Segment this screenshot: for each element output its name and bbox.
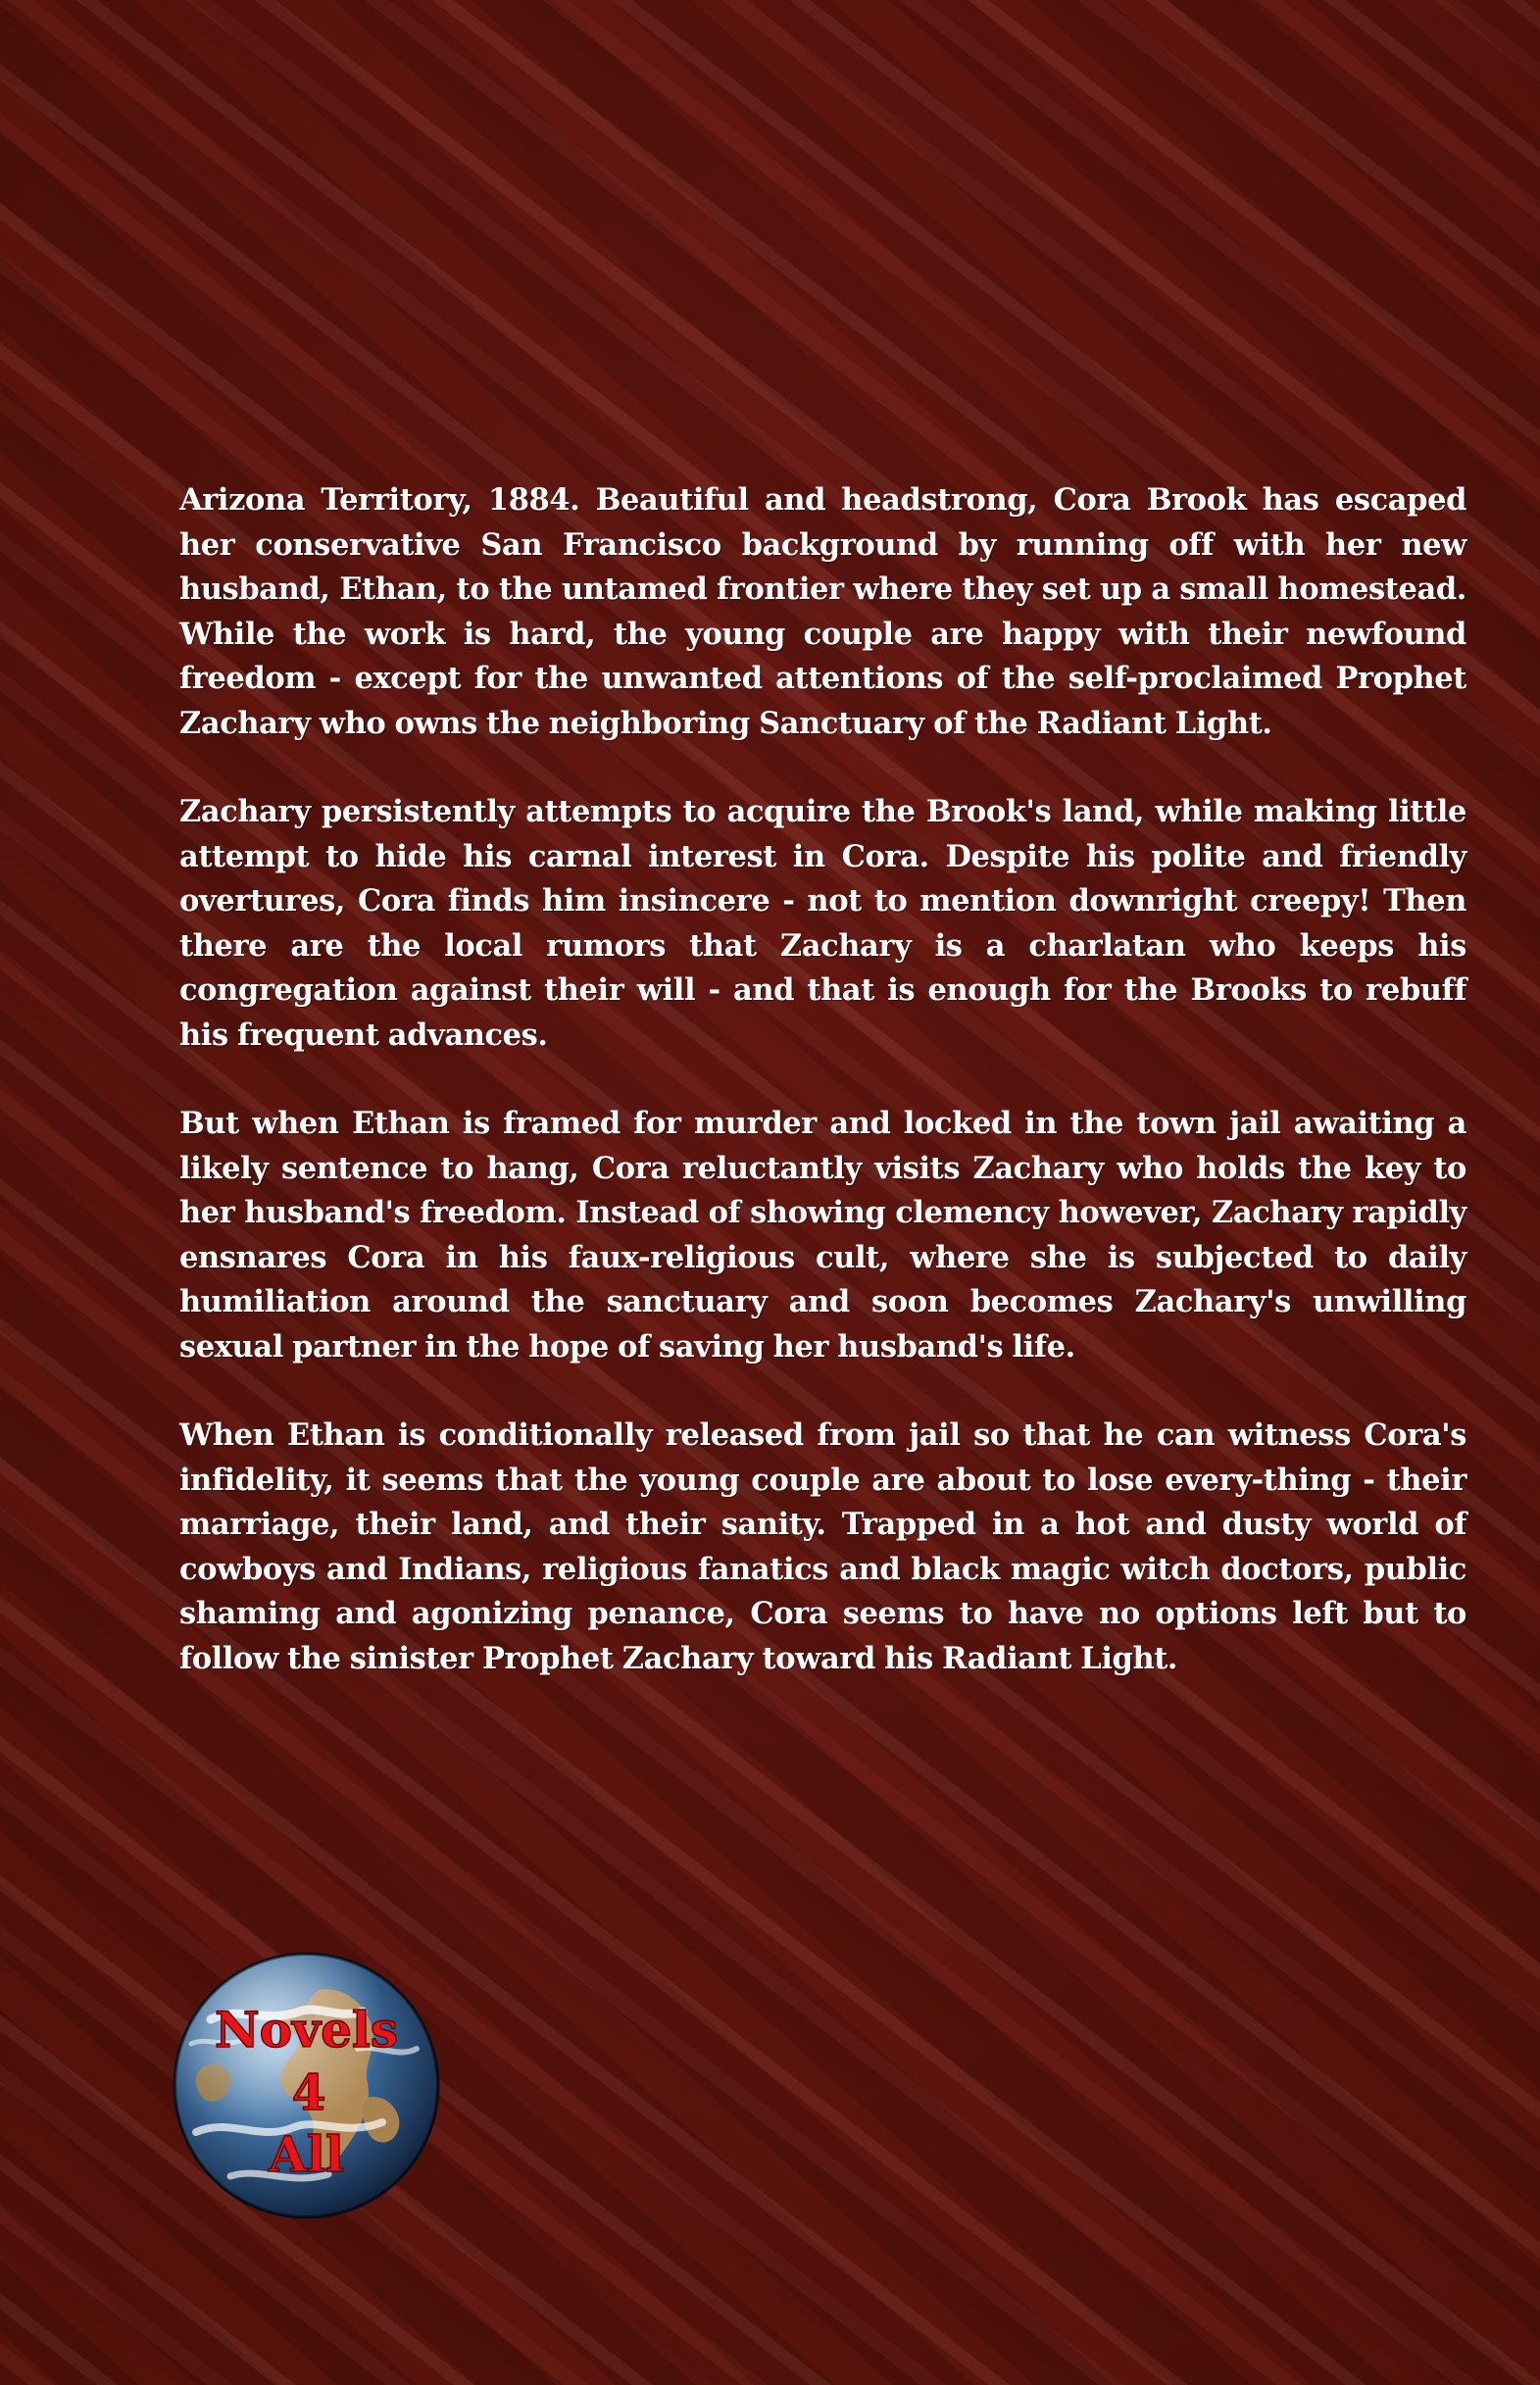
blurb-paragraph-1: Arizona Territory, 1884. Beautiful and headstrong, Cora Brook has escaped her conservative San Francisco background by running off with her new husband, Ethan, to the untamed frontier where they set up a small homestead. While the work is hard, the young couple are happy with their newfound freedom - except for the unwanted attentions of the self-proclaimed Prophet Zachary who owns the neighboring Sanctuary of the Radiant Light. (179, 482, 1466, 741)
logo-text-all: All (269, 2125, 344, 2183)
logo-text-4: 4 (291, 2063, 326, 2121)
globe-icon (172, 1951, 441, 2220)
blurb-paragraph-3: But when Ethan is framed for murder and locked in the town jail awaiting a likely sentence to hang, Cora reluctantly visits Zachary who holds the key to her husband's freedom. Instead of showing clemency however, Zachary rapidly ensnares Cora in his faux-religious cult, where she is subjected to daily humiliation around the sanctuary and soon becomes Zachary's unwilling sexual partner in the hope of saving her husband's life. (179, 1106, 1466, 1365)
back-cover-blurb (179, 478, 1466, 1681)
blurb-paragraph-2: Zachary persistently attempts to acquire the Brook's land, while making little attempt to hide his carnal interest in Cora. Despite his polite and friendly overtures, Cora finds him insincere - not to mention downright creepy! Then there are the local rumors that Zachary is a charlatan who keeps his congregation against their will - and that is enough for the Brooks to rebuff his frequent advances. (179, 794, 1466, 1053)
logo-text-novels: Novels (214, 2001, 399, 2059)
blurb-paragraph-4: When Ethan is conditionally released from jail so that he can witness Cora's infidelity, it seems that the young couple are about to lose every-thing - their marriage, their land, and their sanity. Trapped in a hot and dusty world of cowboys and Indians, religious fanatics and black magic witch doctors, public shaming and agonizing penance, Cora seems to have no options left but to follow the sinister Prophet Zachary toward his Radiant Light. (179, 1417, 1466, 1676)
publisher-logo (172, 1951, 441, 2220)
